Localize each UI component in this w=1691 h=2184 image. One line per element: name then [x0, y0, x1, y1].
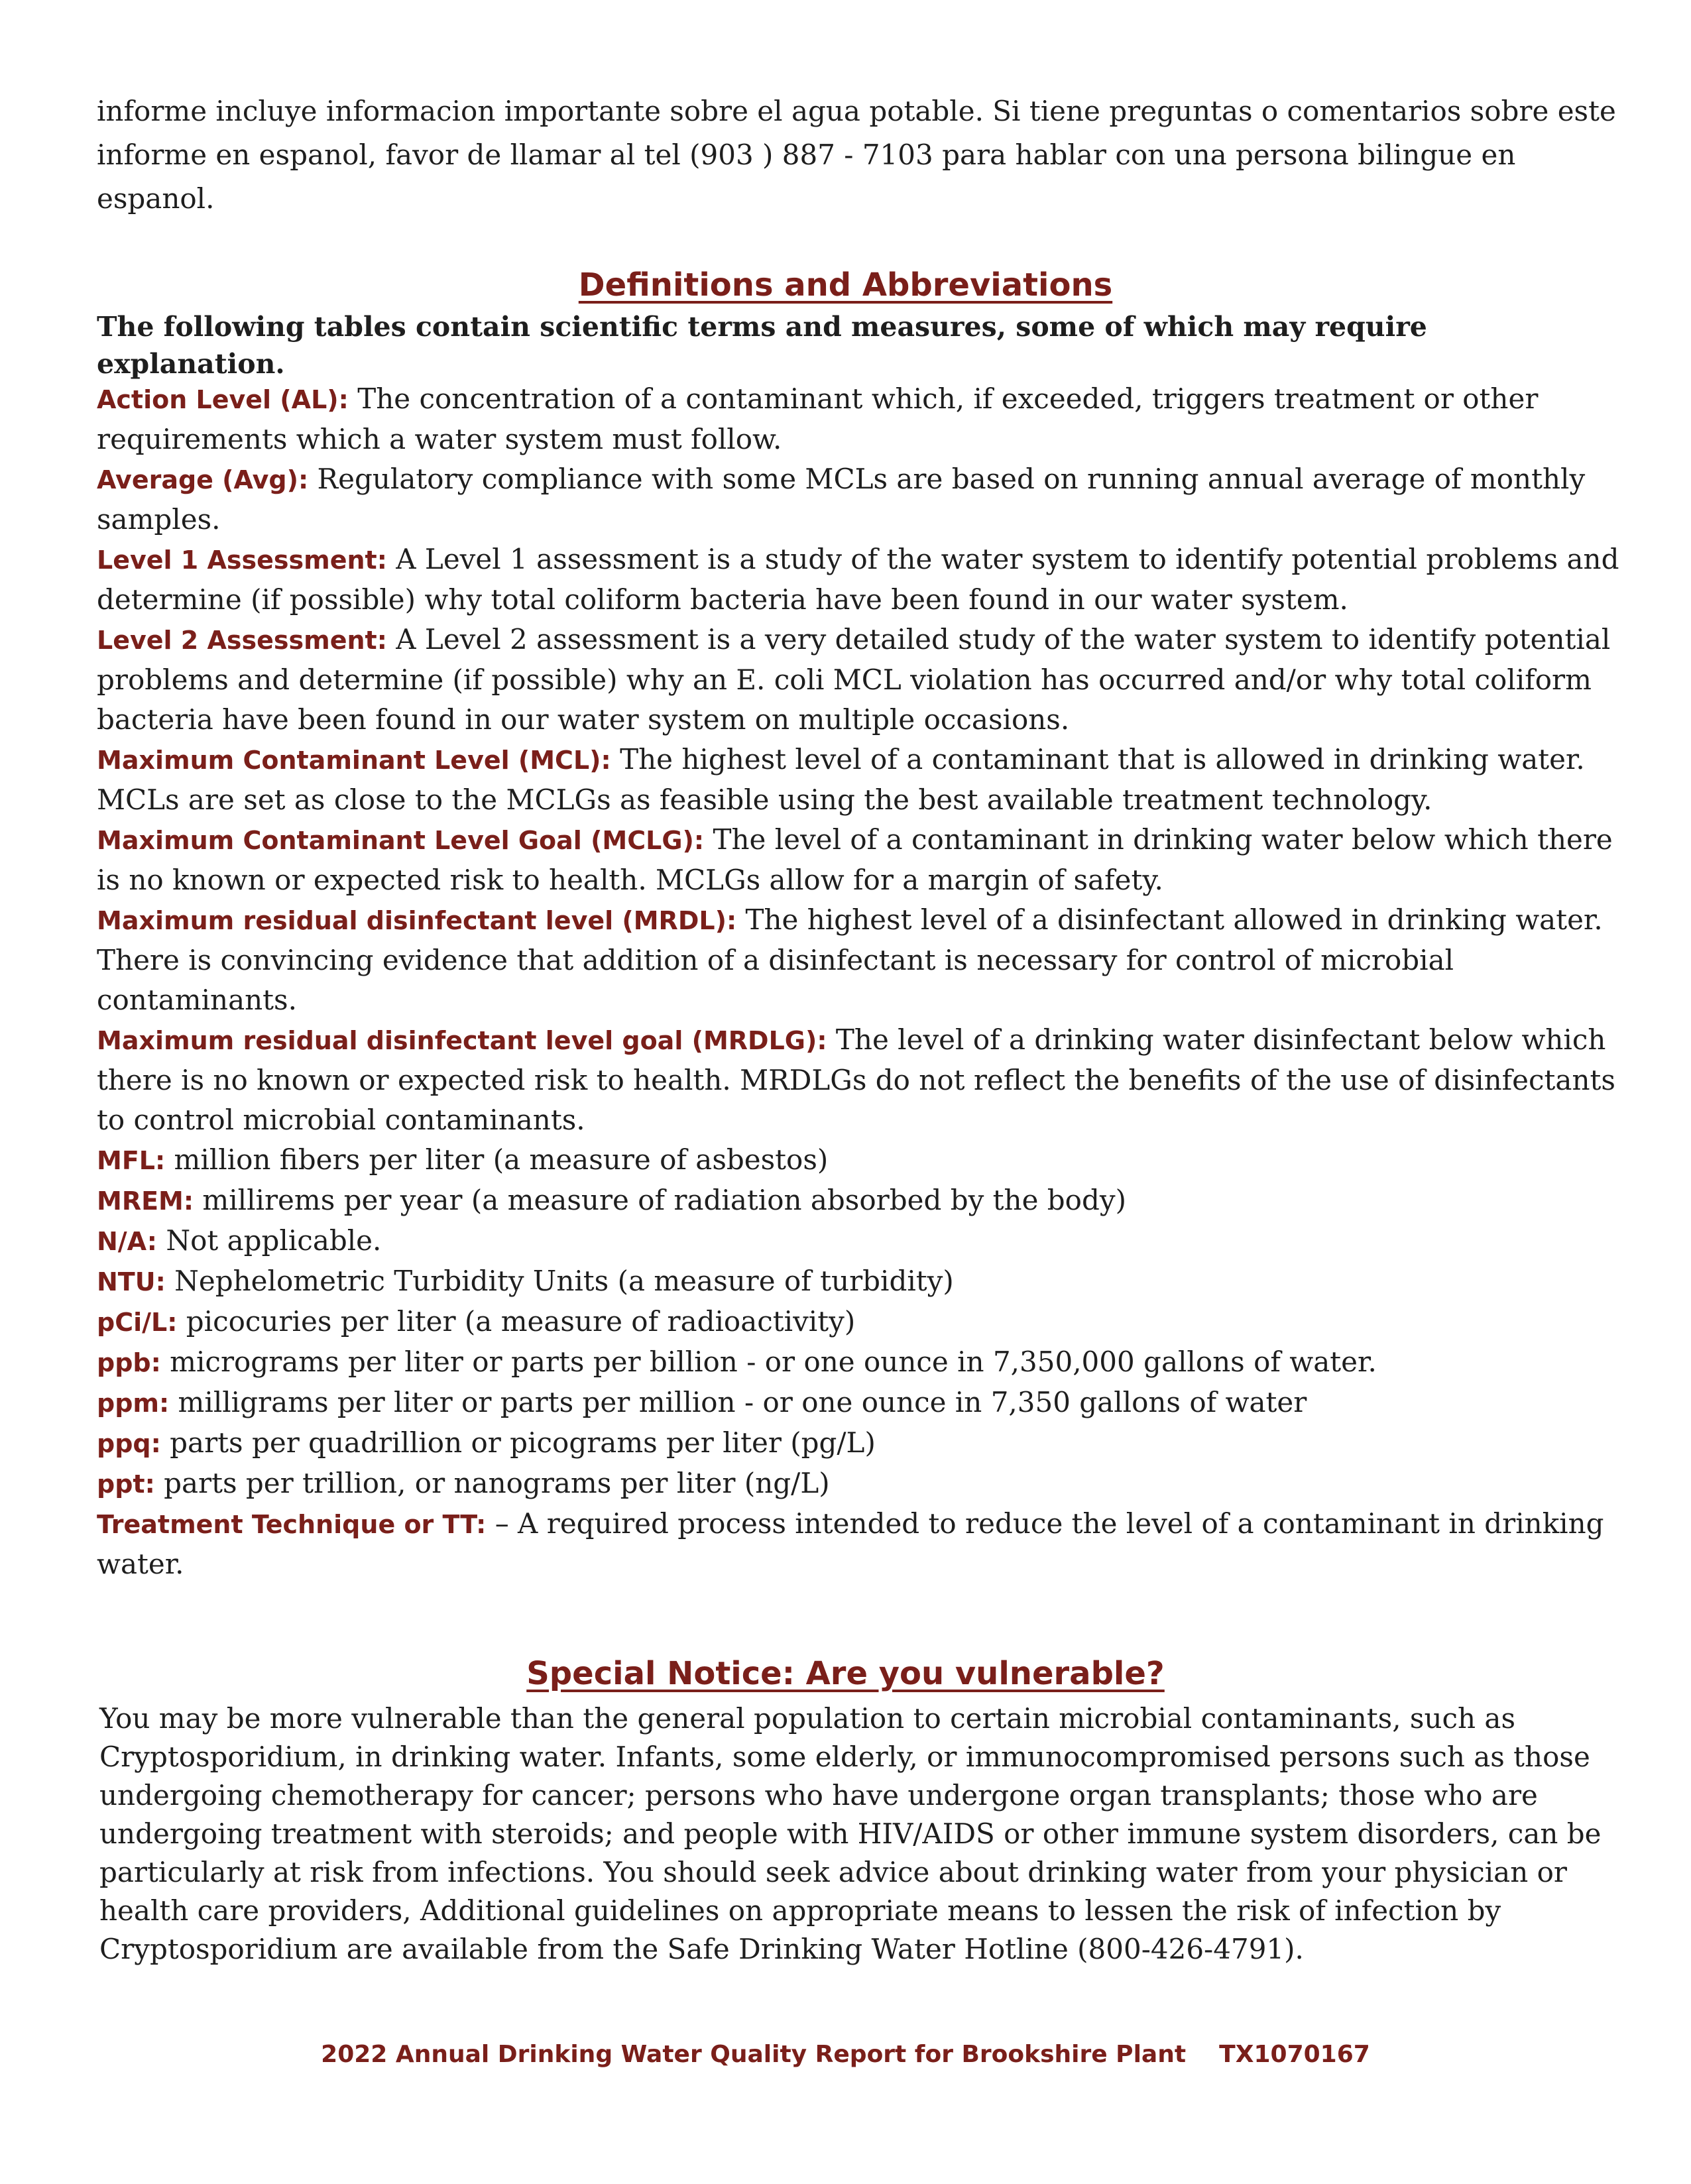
definition-item: [97, 1261, 1628, 1302]
definition-term: Maximum Contaminant Level Goal (MCLG):: [97, 826, 705, 855]
definition-term: ppm:: [97, 1389, 170, 1418]
definition-item: [97, 1221, 1628, 1261]
definition-term: ppb:: [97, 1348, 161, 1377]
definition-term: Action Level (AL):: [97, 385, 349, 414]
definition-text: A Level 1 assessment is a study of the water system to identify potential problems and determine (if possible) why total coliform bacteria have been found in our water system.: [97, 543, 1619, 616]
report-footer: 2022 Annual Drinking Water Quality Report for Brookshire Plant TX1070167: [321, 2041, 1370, 2068]
definition-term: Level 2 Assessment:: [97, 626, 387, 655]
definition-text: milligrams per liter or parts per million - or one ounce in 7,350 gallons of water: [169, 1386, 1307, 1418]
definition-text: The level of a drinking water disinfectant below which there is no known or expected risk to health. MRDLGs do not reflect the benefits of the use of disinfectants to control microbial contaminants.: [97, 1023, 1615, 1136]
definition-item: [97, 1180, 1628, 1221]
definition-item: [97, 459, 1628, 540]
definition-text: millirems per year (a measure of radiation absorbed by the body): [194, 1184, 1126, 1216]
definition-term: N/A:: [97, 1227, 157, 1256]
definition-item: [97, 1423, 1628, 1464]
definition-item: [97, 900, 1628, 1020]
definition-term: MFL:: [97, 1146, 166, 1175]
definitions-heading: Definitions and Abbreviations: [578, 266, 1113, 304]
special-notice-body: You may be more vulnerable than the general population to certain microbial contaminants, such as Cryptosporidium, in drinking water. Infants, some elderly, or immunocompromised persons such as those undergoing chemotherapy for cancer; persons who have undergone organ transplants; those who are undergoing treatment with steroids; and people with HIV/AIDS or other immune system disorders, can be particularly at risk from infections. You should seek advice about drinking water from your physician or health care providers, Additional guidelines on appropriate means to lessen the risk of infection by Cryptosporidium are available from the Safe Drinking Water Hotline (800-426-4791).: [99, 1702, 1602, 1965]
definition-item: [97, 740, 1628, 820]
definition-text: A Level 2 assessment is a very detailed study of the water system to identify potential problems and determine (if possible) why an E. coli MCL violation has occurred and/or why total coliform bacteria have been found in our water system on multiple occasions.: [97, 623, 1611, 736]
definition-term: Maximum residual disinfectant level goal (MRDLG):: [97, 1026, 827, 1055]
definition-item: [97, 1020, 1628, 1140]
definition-term: NTU:: [97, 1267, 166, 1296]
definition-text: million fibers per liter (a measure of asbestos): [165, 1143, 829, 1176]
definition-text: The highest level of a disinfectant allowed in drinking water. There is convincing evidence that addition of a disinfectant is necessary for control of microbial contaminants.: [97, 903, 1603, 1016]
definition-term: Average (Avg):: [97, 465, 309, 494]
definition-item: [97, 1464, 1628, 1504]
definition-item: [97, 1383, 1628, 1423]
definition-term: Treatment Technique or TT:: [97, 1510, 487, 1539]
definition-text: The concentration of a contaminant which, if exceeded, triggers treatment or other requirements which a water system must follow.: [97, 382, 1539, 455]
definition-item: [97, 379, 1628, 459]
definition-text: picocuries per liter (a measure of radioactivity): [177, 1305, 856, 1338]
definition-term: Maximum Contaminant Level (MCL):: [97, 746, 611, 775]
definition-text: parts per trillion, or nanograms per liter (ng/L): [154, 1467, 830, 1499]
definition-item: [97, 1342, 1628, 1383]
definition-text: Nephelometric Turbidity Units (a measure of turbidity): [165, 1265, 954, 1297]
definition-term: ppt:: [97, 1469, 155, 1499]
definition-text: Not applicable.: [157, 1224, 382, 1257]
definition-term: ppq:: [97, 1429, 161, 1458]
definitions-subheading: The following tables contain scientific terms and measures, some of which may require explanation.: [97, 311, 1427, 380]
definition-term: pCi/L:: [97, 1308, 178, 1337]
intro-paragraph: informe incluye informacion importante sobre el agua potable. Si tiene preguntas o comentarios sobre este informe en espanol, favor de llamar al tel (903 ) 887 - 7103 para hablar con una persona bilingue en espanol.: [97, 95, 1616, 215]
definition-term: Maximum residual disinfectant level (MRDL):: [97, 906, 737, 935]
definition-item: [97, 620, 1628, 740]
definition-text: The highest level of a contaminant that is allowed in drinking water. MCLs are set as close to the MCLGs as feasible using the best available treatment technology.: [97, 743, 1585, 816]
definition-item: [97, 820, 1628, 900]
definition-text: – A required process intended to reduce the level of a contaminant in drinking water.: [97, 1507, 1604, 1580]
definition-term: MREM:: [97, 1186, 194, 1216]
special-notice-heading: Special Notice: Are you vulnerable?: [526, 1655, 1165, 1692]
definition-item: [97, 1302, 1628, 1342]
definition-text: Regulatory compliance with some MCLs are based on running annual average of monthly samples.: [97, 463, 1586, 536]
definition-text: micrograms per liter or parts per billion - or one ounce in 7,350,000 gallons of water.: [160, 1346, 1377, 1378]
definitions-list: [97, 379, 1628, 1584]
definition-text: parts per quadrillion or picograms per liter (pg/L): [160, 1426, 876, 1459]
definition-item: [97, 540, 1628, 620]
definition-term: Level 1 Assessment:: [97, 546, 387, 575]
definition-item: [97, 1140, 1628, 1180]
definition-text: The level of a contaminant in drinking water below which there is no known or expected risk to health. MCLGs allow for a margin of safety.: [97, 823, 1613, 896]
definition-item: [97, 1504, 1628, 1584]
